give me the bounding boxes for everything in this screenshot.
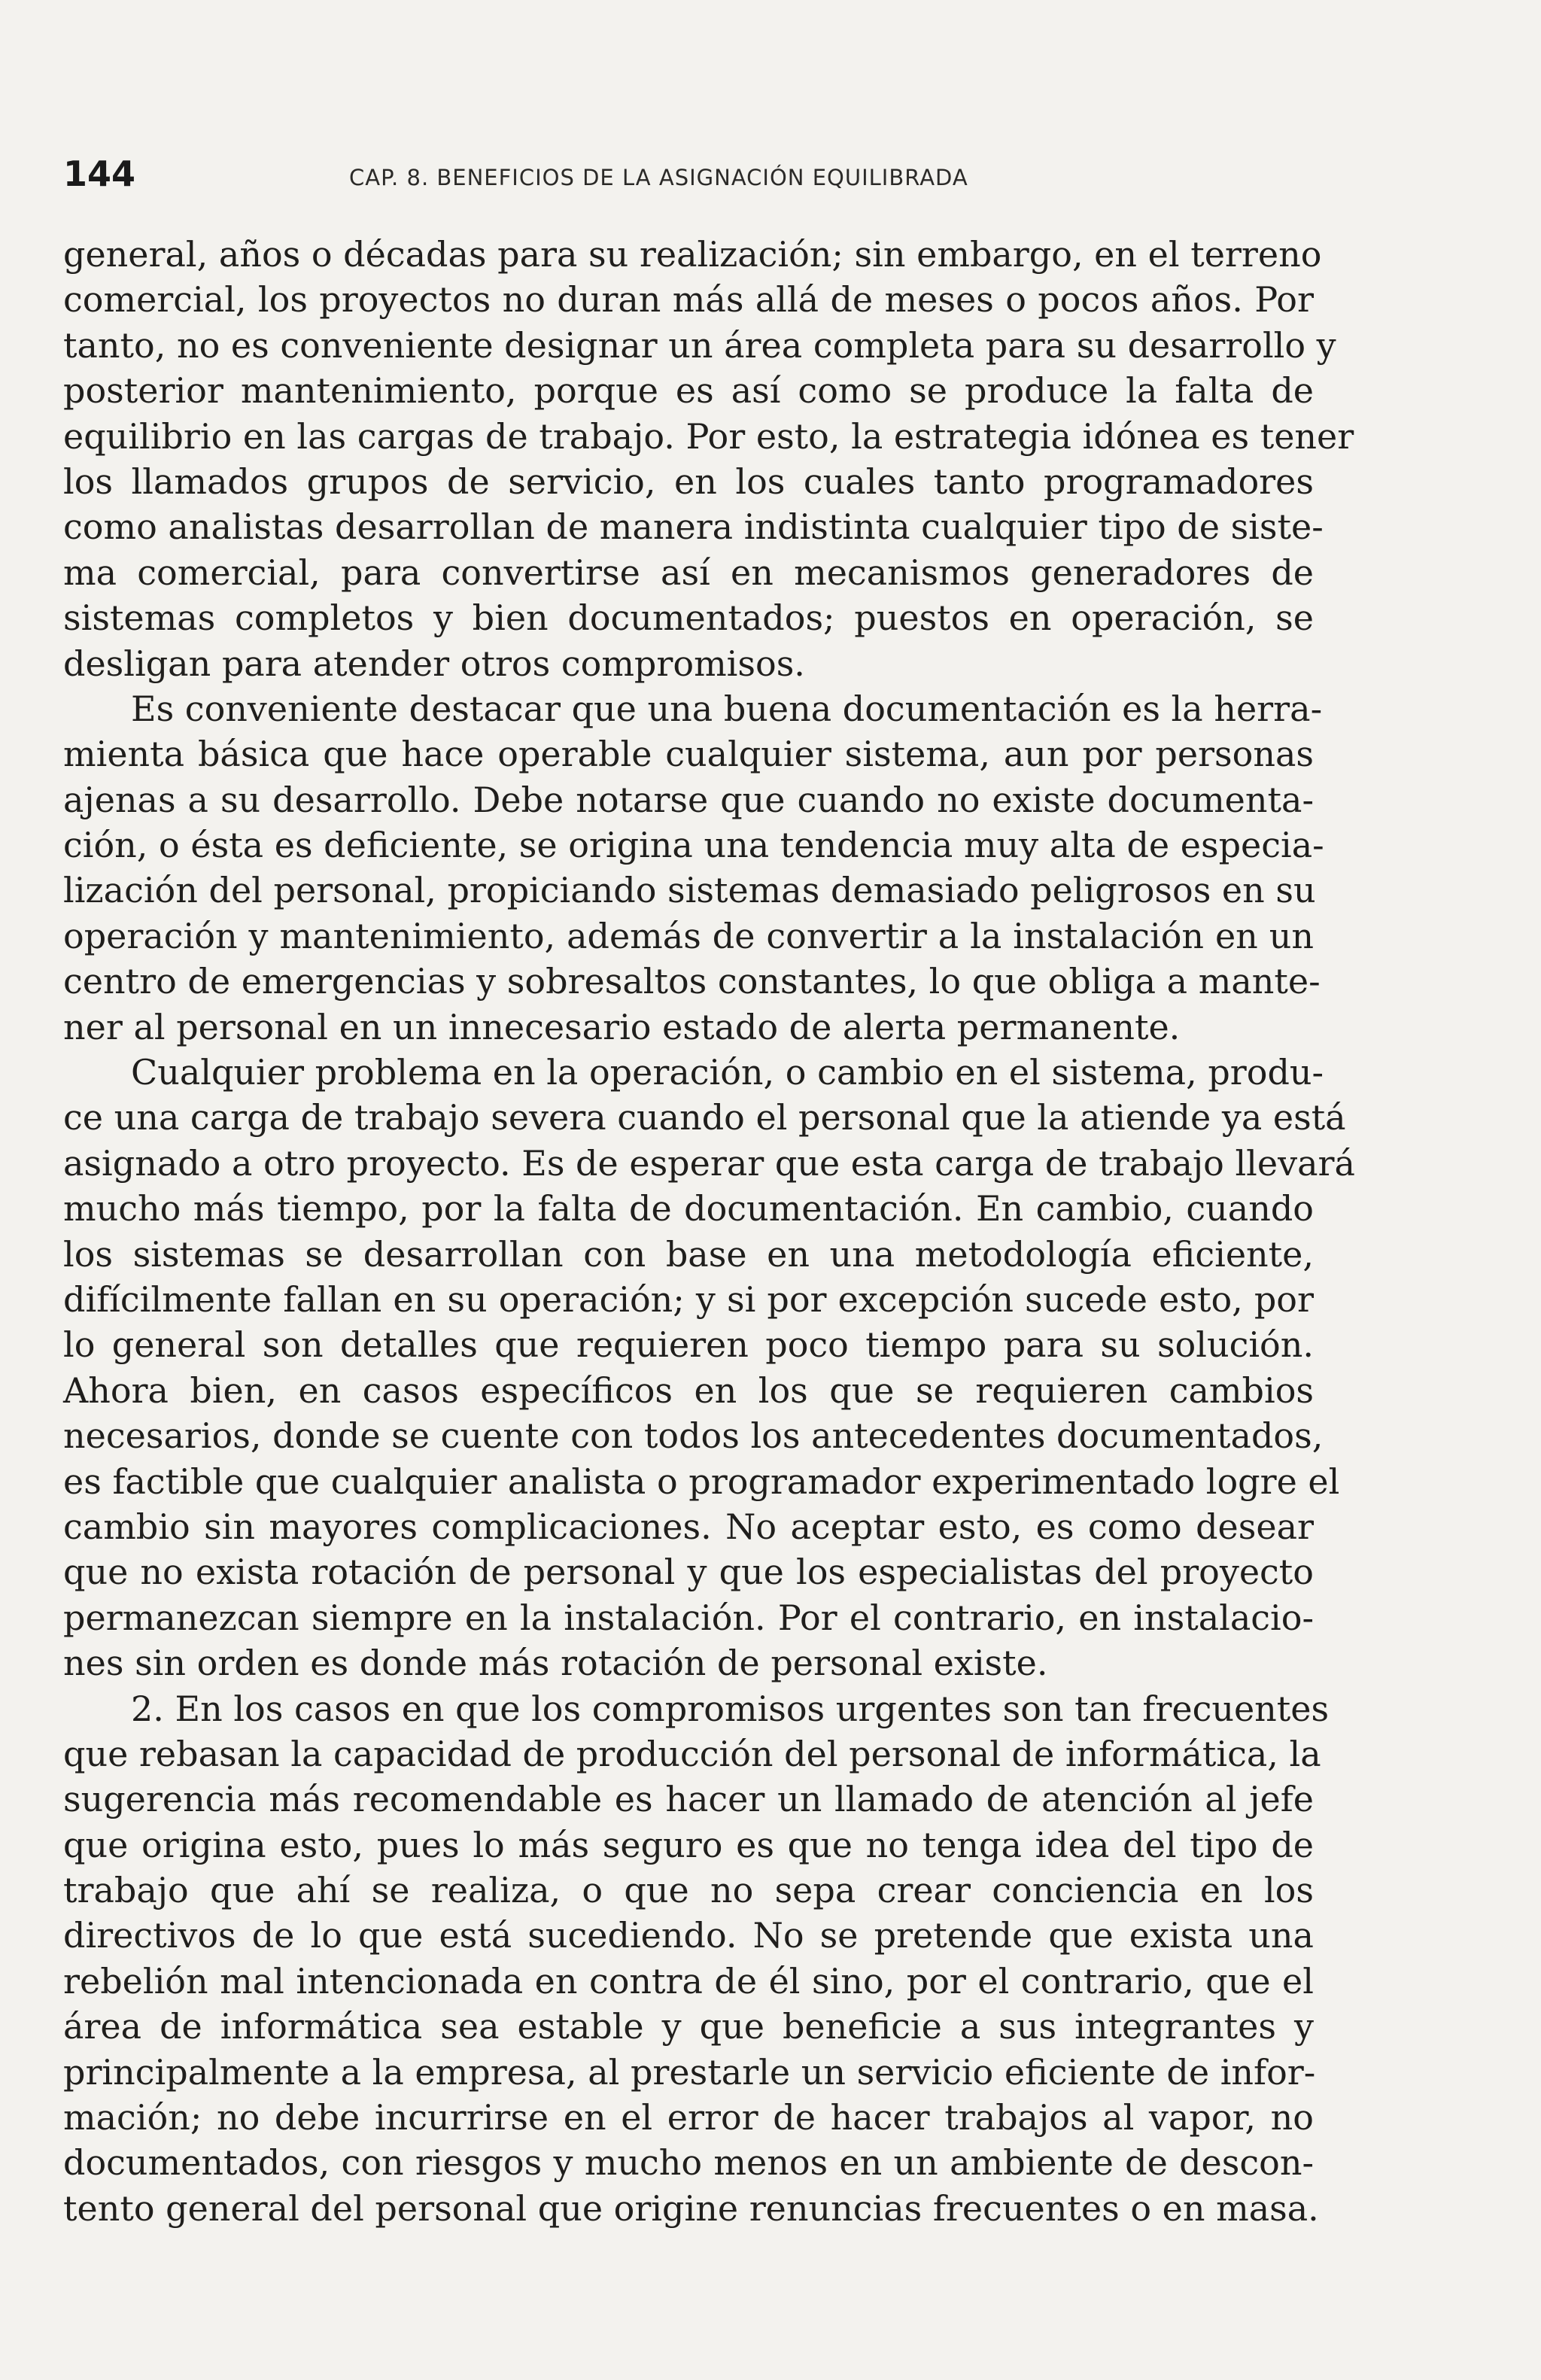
text-line: los sistemas se desarrollan con base en una metodología eficiente, — [63, 1233, 1314, 1275]
text-line: trabajo que ahí se realiza, o que no sepa crear conciencia en los — [63, 1870, 1314, 1911]
text-line: Ahora bien, en casos específicos en los que se requieren cambios — [63, 1369, 1314, 1411]
text-line: cambio sin mayores complicaciones. No aceptar esto, es como desear — [63, 1506, 1314, 1547]
text-line: centro de emergencias y sobresaltos constantes, lo que obliga a mante- — [63, 961, 1321, 1002]
text-line: difícilmente fallan en su operación; y si por excepción sucede esto, por — [63, 1278, 1314, 1320]
text-line: desligan para atender otros compromisos. — [63, 643, 805, 684]
text-line: los llamados grupos de servicio, en los cuales tanto programadores — [63, 460, 1314, 502]
text-line: nes sin orden es donde más rotación de personal existe. — [63, 1643, 1048, 1684]
text-line: área de informática sea estable y que beneficie a sus integrantes y — [63, 2006, 1314, 2047]
text-line: Cualquier problema en la operación, o cambio en el sistema, produ- — [131, 1052, 1324, 1093]
running-head: CAP. 8. BENEFICIOS DE LA ASIGNACIÓN EQUILIBRADA — [349, 165, 968, 190]
text-line: tento general del personal que origine renuncias frecuentes o en masa. — [63, 2187, 1319, 2229]
page-header — [63, 147, 1312, 200]
text-line: asignado a otro proyecto. Es de esperar que esta carga de trabajo llevará — [63, 1142, 1355, 1184]
text-line: mación; no debe incurrirse en el error de hacer trabajos al vapor, no — [63, 2097, 1314, 2138]
text-line: mucho más tiempo, por la falta de documentación. En cambio, cuando — [63, 1188, 1314, 1230]
text-line: que rebasan la capacidad de producción del personal de informática, la — [63, 1733, 1321, 1774]
text-line: lo general son detalles que requieren poco tiempo para su solución. — [63, 1324, 1314, 1366]
text-line: que no exista rotación de personal y que los especialistas del proyecto — [63, 1552, 1314, 1593]
text-line: Es conveniente destacar que una buena documentación es la herra- — [131, 688, 1323, 729]
text-line: 2. En los casos en que los compromisos urgentes son tan frecuentes — [131, 1688, 1330, 1729]
text-line: lización del personal, propiciando sistemas demasiado peligrosos en su — [63, 870, 1316, 911]
text-line: rebelión mal intencionada en contra de él sino, por el contrario, que el — [63, 1960, 1314, 2002]
text-line: permanezcan siempre en la instalación. Por el contrario, en instalacio- — [63, 1597, 1314, 1638]
text-line: como analistas desarrollan de manera indistinta cualquier tipo de siste- — [63, 506, 1324, 548]
text-line: ajenas a su desarrollo. Debe notarse que cuando no existe documenta- — [63, 779, 1314, 820]
text-line: necesarios, donde se cuente con todos los antecedentes documentados, — [63, 1415, 1324, 1457]
text-line: equilibrio en las cargas de trabajo. Por esto, la estrategia idónea es tener — [63, 415, 1354, 457]
page-number: 144 — [63, 153, 136, 194]
text-line: mienta básica que hace operable cualquier sistema, aun por personas — [63, 734, 1314, 775]
body-text — [63, 232, 1355, 2231]
text-line: comercial, los proyectos no duran más allá de meses o pocos años. Por — [63, 279, 1314, 321]
text-line: posterior mantenimiento, porque es así como se produce la falta de — [63, 370, 1314, 412]
text-line: ner al personal en un innecesario estado de alerta permanente. — [63, 1006, 1181, 1047]
text-line: sugerencia más recomendable es hacer un llamado de atención al jefe — [63, 1779, 1314, 1820]
text-line: ce una carga de trabajo severa cuando el personal que la atiende ya está — [63, 1097, 1346, 1138]
text-line: principalmente a la empresa, al prestarle un servicio eficiente de infor- — [63, 2051, 1316, 2093]
text-line: operación y mantenimiento, además de convertir a la instalación en un — [63, 915, 1314, 956]
text-line: general, años o décadas para su realización; sin embargo, en el terreno — [63, 234, 1322, 275]
text-line: que origina esto, pues lo más seguro es que no tenga idea del tipo de — [63, 1824, 1314, 1865]
text-line: tanto, no es conveniente designar un área completa para su desarrollo y — [63, 324, 1336, 366]
text-line: ma comercial, para convertirse así en mecanismos generadores de — [63, 552, 1314, 593]
text-line: es factible que cualquier analista o programador experimentado logre el — [63, 1461, 1340, 1502]
text-line: ción, o ésta es deficiente, se origina una tendencia muy alta de especia- — [63, 825, 1324, 866]
text-line: documentados, con riesgos y mucho menos en un ambiente de descon- — [63, 2142, 1314, 2184]
text-line: directivos de lo que está sucediendo. No se pretende que exista una — [63, 1915, 1314, 1956]
text-line: sistemas completos y bien documentados; puestos en operación, se — [63, 597, 1314, 639]
